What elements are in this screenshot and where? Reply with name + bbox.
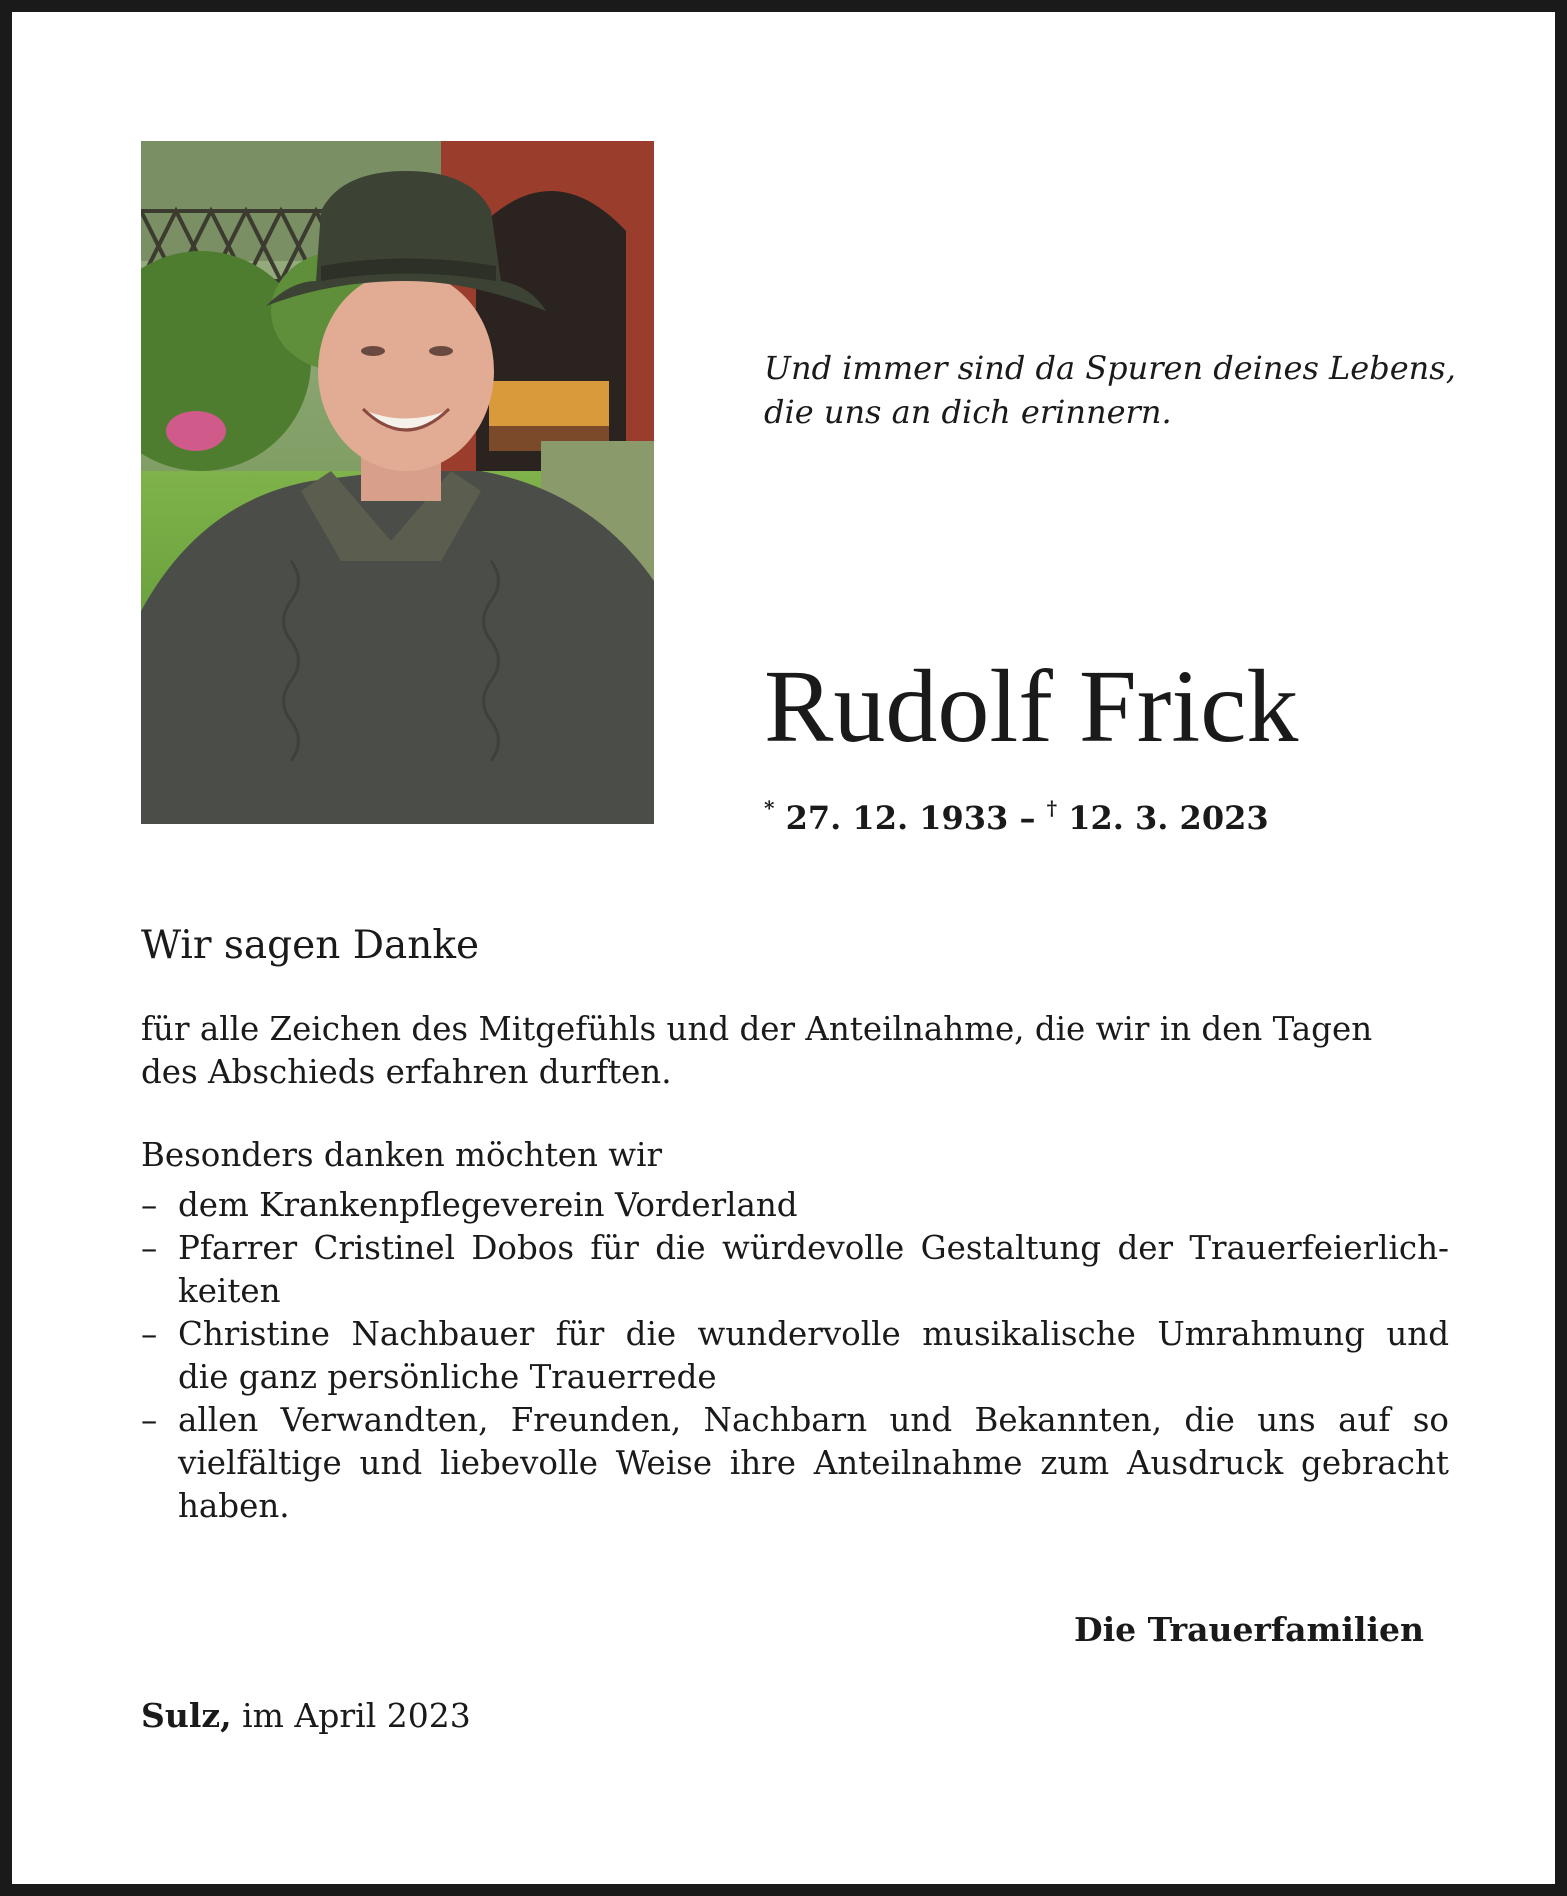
portrait-illustration <box>141 141 654 824</box>
list-dash: – <box>141 1186 158 1224</box>
life-dates <box>764 788 1269 838</box>
thanks-paragraph <box>141 1008 1449 1094</box>
list-item-text: keiten <box>178 1272 281 1310</box>
list-item-text: vielfältige und liebevolle Weise ihre Anteilnahme zum Ausdruck gebracht <box>178 1444 1449 1482</box>
thanks-heading: Wir sagen Danke <box>141 923 480 968</box>
signature: Die Trauerfamilien <box>1073 1610 1424 1649</box>
list-item-text: Pfarrer Cristinel Dobos für die würdevolle Gestaltung der Trauerfeierlich- <box>178 1229 1449 1267</box>
list-dash: – <box>141 1401 158 1439</box>
paragraph-line: für alle Zeichen des Mitgefühls und der Anteilnahme, die wir in den Tagen <box>141 1010 1373 1048</box>
list-item <box>141 1184 1449 1227</box>
quote-line: die uns an dich erinnern. <box>764 393 1172 431</box>
death-symbol: † <box>1046 796 1058 820</box>
birth-date: 27. 12. 1933 <box>785 799 1009 837</box>
portrait-photo <box>141 141 654 824</box>
thanks-intro: Besonders danken möchten wir <box>141 1136 662 1174</box>
list-item-text: dem Krankenpflegeverein Vorderland <box>178 1186 798 1224</box>
list-item <box>141 1227 1449 1313</box>
place-town: Sulz, <box>141 1696 232 1735</box>
memorial-quote <box>764 346 1484 434</box>
list-item-text: allen Verwandten, Freunden, Nachbarn und Bekannten, die uns auf so <box>178 1401 1449 1439</box>
deceased-name: Rudolf Frick <box>764 649 1299 764</box>
place-date-text: im April 2023 <box>231 1696 471 1735</box>
birth-symbol: * <box>764 796 775 820</box>
date-separator: – <box>1008 799 1047 837</box>
list-dash: – <box>141 1229 158 1267</box>
place-date <box>141 1694 471 1738</box>
quote-line: Und immer sind da Spuren deines Lebens, <box>764 349 1456 387</box>
list-item <box>141 1399 1449 1528</box>
thanks-list <box>141 1184 1449 1528</box>
death-date: 12. 3. 2023 <box>1068 799 1269 837</box>
paragraph-line: des Abschieds erfahren durften. <box>141 1053 672 1091</box>
list-dash: – <box>141 1315 158 1353</box>
list-item-text: die ganz persönliche Trauerrede <box>178 1358 717 1396</box>
list-item-text: haben. <box>178 1487 290 1525</box>
list-item <box>141 1313 1449 1399</box>
list-item-text: Christine Nachbauer für die wundervolle musikalische Umrahmung und <box>178 1315 1449 1353</box>
